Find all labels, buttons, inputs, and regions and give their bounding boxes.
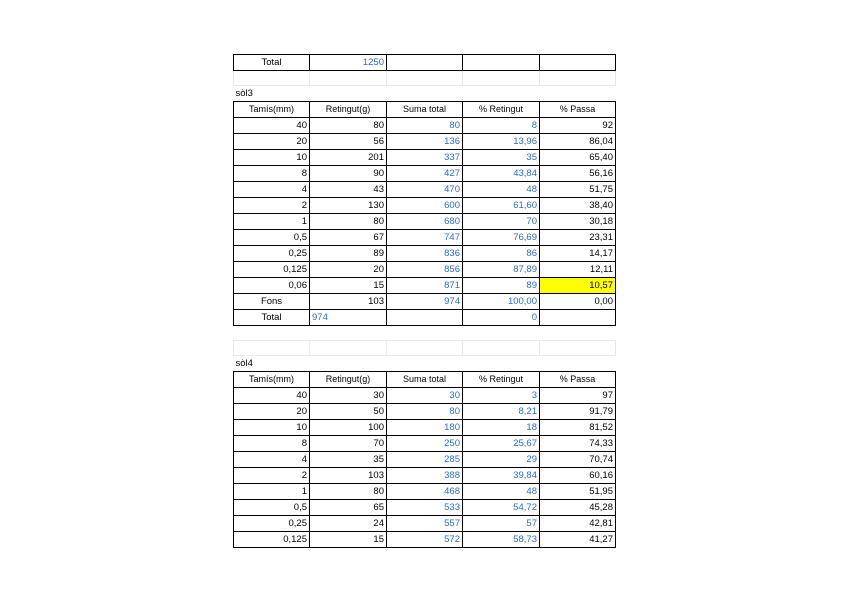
- sieve-size-cell[interactable]: 0,5: [234, 230, 310, 246]
- column-header[interactable]: Retingut(g): [310, 102, 387, 118]
- header-row: [234, 102, 616, 118]
- passing-percent-cell[interactable]: 92: [540, 118, 616, 134]
- retained-percent-cell[interactable]: 61,60: [463, 198, 540, 214]
- sieve-size-cell[interactable]: 1: [234, 484, 310, 500]
- retained-cell[interactable]: 130: [310, 198, 387, 214]
- passing-percent-cell[interactable]: 14,17: [540, 246, 616, 262]
- sieve-size-cell[interactable]: 0,25: [234, 516, 310, 532]
- highlighted-passing-cell[interactable]: 10,57: [540, 278, 616, 294]
- table-row: [234, 214, 616, 230]
- retained-percent-cell[interactable]: 8,21: [463, 404, 540, 420]
- cumulative-cell[interactable]: 836: [387, 246, 463, 262]
- retained-percent-cell[interactable]: 13,96: [463, 134, 540, 150]
- sieve-size-cell[interactable]: 10: [234, 420, 310, 436]
- empty-cell[interactable]: [310, 71, 387, 86]
- cumulative-cell[interactable]: 136: [387, 134, 463, 150]
- table-row: [234, 262, 616, 278]
- cumulative-cell[interactable]: 180: [387, 420, 463, 436]
- cumulative-cell[interactable]: 337: [387, 150, 463, 166]
- retained-cell[interactable]: 70: [310, 436, 387, 452]
- empty-cell[interactable]: [234, 341, 310, 356]
- empty-cell[interactable]: [463, 356, 540, 372]
- table-row: [234, 230, 616, 246]
- retained-cell[interactable]: 100: [310, 420, 387, 436]
- table-row: [234, 500, 616, 516]
- cumulative-cell[interactable]: 856: [387, 262, 463, 278]
- sieve-size-cell[interactable]: 0,5: [234, 500, 310, 516]
- retained-cell[interactable]: 15: [310, 532, 387, 548]
- passing-percent-cell[interactable]: 12,11: [540, 262, 616, 278]
- section-title-row: [234, 356, 616, 372]
- passing-percent-cell[interactable]: 23,31: [540, 230, 616, 246]
- retained-cell[interactable]: 50: [310, 404, 387, 420]
- retained-percent-cell[interactable]: 39,84: [463, 468, 540, 484]
- sieve-size-cell[interactable]: 4: [234, 182, 310, 198]
- cumulative-cell[interactable]: 80: [387, 118, 463, 134]
- passing-percent-cell[interactable]: 81,52: [540, 420, 616, 436]
- empty-cell[interactable]: [540, 55, 616, 71]
- passing-percent-cell[interactable]: 74,33: [540, 436, 616, 452]
- retained-cell[interactable]: 90: [310, 166, 387, 182]
- table-row: [234, 246, 616, 262]
- empty-cell[interactable]: [540, 326, 616, 341]
- column-header[interactable]: Retingut(g): [310, 372, 387, 388]
- table-row: [234, 278, 616, 294]
- passing-percent-cell[interactable]: 51,95: [540, 484, 616, 500]
- sieve-size-cell[interactable]: 40: [234, 388, 310, 404]
- sieve-size-cell[interactable]: 10: [234, 150, 310, 166]
- table-row: [234, 182, 616, 198]
- retained-percent-cell[interactable]: 43,84: [463, 166, 540, 182]
- sieve-size-cell[interactable]: 20: [234, 404, 310, 420]
- retained-percent-cell[interactable]: 29: [463, 452, 540, 468]
- empty-cell[interactable]: [234, 71, 310, 86]
- retained-cell[interactable]: 80: [310, 118, 387, 134]
- sieve-size-cell[interactable]: 8: [234, 436, 310, 452]
- table-row: [234, 516, 616, 532]
- total-label-cell[interactable]: Total: [234, 310, 310, 326]
- empty-cell[interactable]: [387, 310, 463, 326]
- cumulative-cell[interactable]: 470: [387, 182, 463, 198]
- retained-percent-cell[interactable]: 48: [463, 484, 540, 500]
- column-header[interactable]: % Retingut: [463, 372, 540, 388]
- sieve-size-cell[interactable]: 4: [234, 452, 310, 468]
- retained-percent-cell[interactable]: 87,89: [463, 262, 540, 278]
- section-title-row: [234, 86, 616, 102]
- passing-percent-cell[interactable]: 65,40: [540, 150, 616, 166]
- retained-cell[interactable]: 103: [310, 468, 387, 484]
- sieve-size-cell[interactable]: 0,125: [234, 262, 310, 278]
- table-row: [234, 198, 616, 214]
- passing-percent-cell[interactable]: 86,04: [540, 134, 616, 150]
- retained-percent-cell[interactable]: 70: [463, 214, 540, 230]
- passing-percent-cell[interactable]: 45,28: [540, 500, 616, 516]
- cumulative-cell[interactable]: 680: [387, 214, 463, 230]
- empty-cell[interactable]: [310, 326, 387, 341]
- cumulative-cell[interactable]: 80: [387, 404, 463, 420]
- passing-percent-cell[interactable]: 60,16: [540, 468, 616, 484]
- table-row: [234, 388, 616, 404]
- passing-percent-cell[interactable]: 0,00: [540, 294, 616, 310]
- table-row: [234, 452, 616, 468]
- table-row: [234, 468, 616, 484]
- empty-cell[interactable]: [310, 341, 387, 356]
- table-row: [234, 134, 616, 150]
- retained-cell[interactable]: 89: [310, 246, 387, 262]
- empty-cell[interactable]: [540, 356, 616, 372]
- table-row: [234, 404, 616, 420]
- empty-cell[interactable]: [310, 86, 387, 102]
- empty-cell[interactable]: [463, 86, 540, 102]
- total-percent-cell[interactable]: 0: [463, 310, 540, 326]
- passing-percent-cell[interactable]: 38,40: [540, 198, 616, 214]
- table-row: [234, 484, 616, 500]
- sieve-size-cell[interactable]: 0,06: [234, 278, 310, 294]
- sieve-size-cell[interactable]: 20: [234, 134, 310, 150]
- retained-percent-cell[interactable]: 35: [463, 150, 540, 166]
- sieve-size-cell[interactable]: 1: [234, 214, 310, 230]
- blank-row: [234, 326, 616, 341]
- column-header[interactable]: % Retingut: [463, 102, 540, 118]
- total-label-cell[interactable]: Total: [234, 55, 310, 71]
- table-row: [234, 294, 616, 310]
- retained-percent-cell[interactable]: 76,69: [463, 230, 540, 246]
- retained-cell[interactable]: 56: [310, 134, 387, 150]
- retained-percent-cell[interactable]: 8: [463, 118, 540, 134]
- sieve-size-cell[interactable]: 40: [234, 118, 310, 134]
- retained-percent-cell[interactable]: 18: [463, 420, 540, 436]
- empty-cell[interactable]: [463, 71, 540, 86]
- empty-cell[interactable]: [387, 71, 463, 86]
- sieve-size-cell[interactable]: Fons: [234, 294, 310, 310]
- empty-cell[interactable]: [540, 86, 616, 102]
- empty-cell[interactable]: [463, 326, 540, 341]
- passing-percent-cell[interactable]: 91,79: [540, 404, 616, 420]
- empty-cell[interactable]: [463, 55, 540, 71]
- column-header[interactable]: % Passa: [540, 102, 616, 118]
- retained-percent-cell[interactable]: 86: [463, 246, 540, 262]
- empty-cell[interactable]: [540, 71, 616, 86]
- retained-cell[interactable]: 67: [310, 230, 387, 246]
- sieve-size-cell[interactable]: 2: [234, 198, 310, 214]
- empty-cell[interactable]: [387, 341, 463, 356]
- cumulative-cell[interactable]: 572: [387, 532, 463, 548]
- total-value-cell[interactable]: 1250: [310, 55, 387, 71]
- empty-cell[interactable]: [387, 86, 463, 102]
- passing-percent-cell[interactable]: 70,74: [540, 452, 616, 468]
- sieve-size-cell[interactable]: 0,125: [234, 532, 310, 548]
- passing-percent-cell[interactable]: 30,18: [540, 214, 616, 230]
- empty-cell[interactable]: [463, 341, 540, 356]
- retained-percent-cell[interactable]: 25,67: [463, 436, 540, 452]
- column-header[interactable]: Tamís(mm): [234, 372, 310, 388]
- retained-percent-cell[interactable]: 89: [463, 278, 540, 294]
- passing-percent-cell[interactable]: 97: [540, 388, 616, 404]
- cumulative-cell[interactable]: 871: [387, 278, 463, 294]
- cumulative-cell[interactable]: 468: [387, 484, 463, 500]
- column-header[interactable]: Suma total: [387, 102, 463, 118]
- retained-percent-cell[interactable]: 58,73: [463, 532, 540, 548]
- empty-cell[interactable]: [310, 356, 387, 372]
- sieve-size-cell[interactable]: 8: [234, 166, 310, 182]
- retained-percent-cell[interactable]: 54,72: [463, 500, 540, 516]
- passing-percent-cell[interactable]: 41,27: [540, 532, 616, 548]
- table-row: [234, 420, 616, 436]
- retained-percent-cell[interactable]: 100,00: [463, 294, 540, 310]
- retained-percent-cell[interactable]: 48: [463, 182, 540, 198]
- empty-cell[interactable]: [540, 310, 616, 326]
- empty-cell[interactable]: [387, 326, 463, 341]
- cumulative-cell[interactable]: 974: [387, 294, 463, 310]
- column-header[interactable]: Tamís(mm): [234, 102, 310, 118]
- retained-cell[interactable]: 20: [310, 262, 387, 278]
- cumulative-cell[interactable]: 427: [387, 166, 463, 182]
- cumulative-cell[interactable]: 747: [387, 230, 463, 246]
- retained-cell[interactable]: 35: [310, 452, 387, 468]
- section-total-row: [234, 310, 616, 326]
- retained-cell[interactable]: 201: [310, 150, 387, 166]
- retained-cell[interactable]: 65: [310, 500, 387, 516]
- cumulative-cell[interactable]: 388: [387, 468, 463, 484]
- spreadsheet-sheet: [233, 54, 615, 548]
- retained-cell[interactable]: 15: [310, 278, 387, 294]
- table-row: [234, 436, 616, 452]
- retained-cell[interactable]: 43: [310, 182, 387, 198]
- top-total-row: [234, 55, 616, 71]
- retained-percent-cell[interactable]: 57: [463, 516, 540, 532]
- cumulative-cell[interactable]: 557: [387, 516, 463, 532]
- column-header[interactable]: Suma total: [387, 372, 463, 388]
- passing-percent-cell[interactable]: 51,75: [540, 182, 616, 198]
- header-row: [234, 372, 616, 388]
- retained-cell[interactable]: 80: [310, 484, 387, 500]
- empty-cell[interactable]: [234, 326, 310, 341]
- retained-cell[interactable]: 24: [310, 516, 387, 532]
- retained-cell[interactable]: 30: [310, 388, 387, 404]
- table-row: [234, 532, 616, 548]
- column-header[interactable]: % Passa: [540, 372, 616, 388]
- cumulative-cell[interactable]: 30: [387, 388, 463, 404]
- cumulative-cell[interactable]: 533: [387, 500, 463, 516]
- cumulative-cell[interactable]: 285: [387, 452, 463, 468]
- blank-row: [234, 71, 616, 86]
- table-row: [234, 166, 616, 182]
- cumulative-cell[interactable]: 600: [387, 198, 463, 214]
- sieve-size-cell[interactable]: 2: [234, 468, 310, 484]
- cumulative-cell[interactable]: 250: [387, 436, 463, 452]
- passing-percent-cell[interactable]: 56,16: [540, 166, 616, 182]
- sieve-size-cell[interactable]: 0,25: [234, 246, 310, 262]
- section-title[interactable]: sòl4: [235, 358, 253, 369]
- empty-cell[interactable]: [387, 356, 463, 372]
- empty-cell[interactable]: [540, 341, 616, 356]
- empty-cell[interactable]: [387, 55, 463, 71]
- table-row: [234, 118, 616, 134]
- total-sum-cell[interactable]: 974: [310, 310, 387, 326]
- retained-cell[interactable]: 103: [310, 294, 387, 310]
- table-row: [234, 150, 616, 166]
- section-title[interactable]: sòl3: [235, 88, 253, 99]
- retained-cell[interactable]: 80: [310, 214, 387, 230]
- blank-row: [234, 341, 616, 356]
- passing-percent-cell[interactable]: 42,81: [540, 516, 616, 532]
- retained-percent-cell[interactable]: 3: [463, 388, 540, 404]
- sieve-analysis-table: [233, 54, 616, 548]
